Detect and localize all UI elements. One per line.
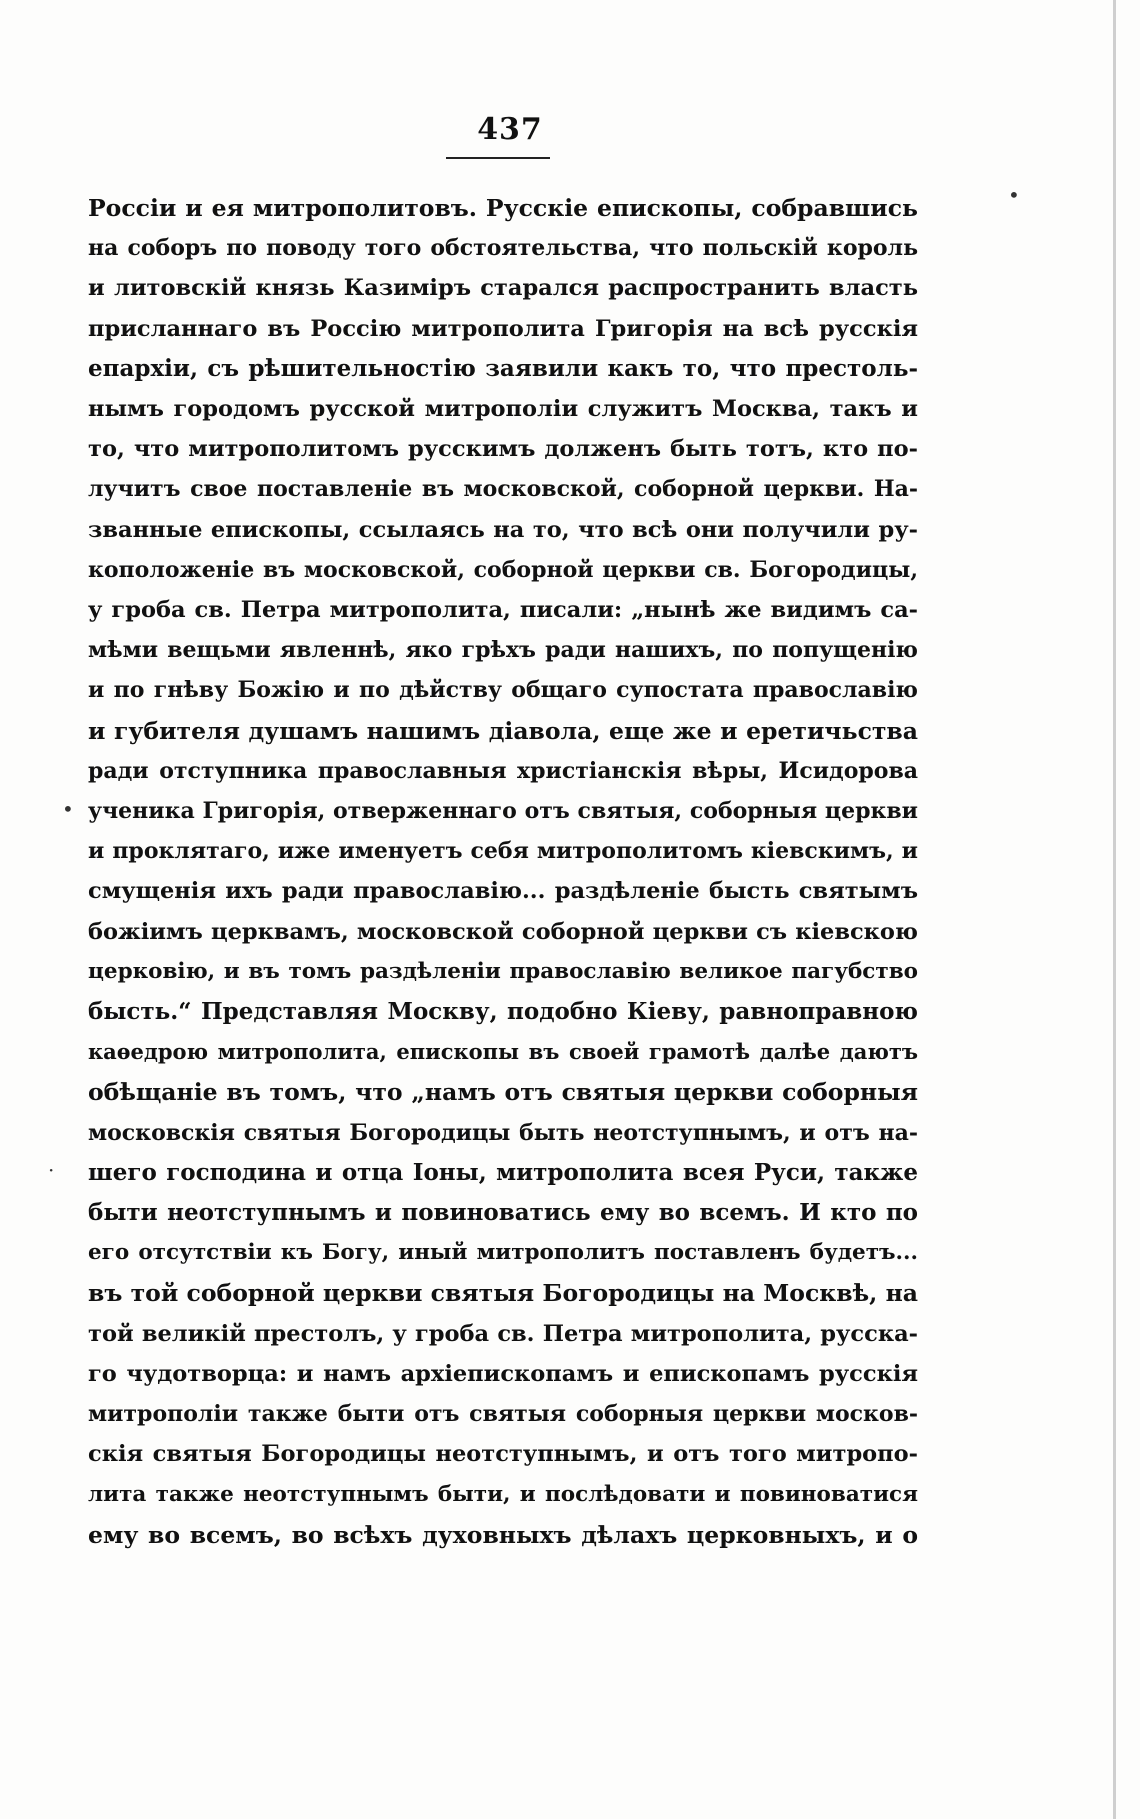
text-line: то, что митрополитомъ русскимъ долженъ быть тотъ, кто по-	[88, 436, 918, 463]
text-line: на соборъ по поводу того обстоятельства, что польскій король	[88, 235, 918, 262]
text-line: и литовскій князь Казиміръ старался распространить власть	[88, 275, 918, 302]
text-line: скія святыя Богородицы неотступнымъ, и отъ того митропо-	[88, 1441, 918, 1468]
text-line: въ той соборной церкви святыя Богородицы на Москвѣ, на	[88, 1279, 918, 1308]
page-edge-shadow	[1113, 0, 1116, 1819]
text-line: мѣми вещьми явленнѣ, яко грѣхъ ради нашихъ, по попущенію	[88, 637, 918, 664]
margin-dot: ·	[48, 1158, 55, 1182]
text-line: и проклятаго, иже именуетъ себя митрополитомъ кіевскимъ, и	[88, 838, 918, 865]
page-body-text	[88, 188, 918, 1555]
text-line: лучитъ свое поставленіе въ московской, соборной церкви. На-	[88, 476, 918, 503]
text-line: и губителя душамъ нашимъ діавола, еще же и еретичьства	[88, 716, 918, 745]
text-line: божіимъ церквамъ, московской соборной церкви съ кіевскою	[88, 918, 918, 945]
page-number-rule	[446, 157, 550, 159]
text-line: церковію, и въ томъ раздѣленіи православію великое пагубство	[88, 958, 918, 984]
text-line: каѳедрою митрополита, епископы въ своей грамотѣ далѣе даютъ	[88, 1039, 918, 1065]
text-line: ученика Григорія, отверженнаго отъ святыя, соборныя церкви	[88, 798, 918, 825]
text-line: митрополіи также быти отъ святыя соборныя церкви москов-	[88, 1401, 918, 1428]
text-line: нымъ городомъ русской митрополіи служитъ Москва, такъ и	[88, 396, 918, 423]
text-line: шего господина и отца Іоны, митрополита всея Руси, также	[88, 1158, 918, 1186]
margin-dot: •	[1008, 183, 1020, 207]
page-number: 437	[477, 112, 543, 147]
text-line: той великій престолъ, у гроба св. Петра митрополита, русска-	[88, 1320, 918, 1347]
text-line: бысть.“ Представляя Москву, подобно Кіеву, равноправною	[88, 998, 918, 1026]
text-line: го чудотворца: и намъ архіепископамъ и епископамъ русскія	[88, 1360, 918, 1387]
text-line: ради отступника православныя христіанскія вѣры, Исидорова	[88, 757, 918, 784]
text-line: коположеніе въ московской, соборной церкви св. Богородицы,	[88, 556, 918, 583]
text-line: у гроба св. Петра митрополита, писали: „нынѣ же видимъ са-	[88, 597, 918, 624]
text-line: присланнаго въ Россію митрополита Григорія на всѣ русскія	[88, 315, 918, 342]
text-line: и по гнѣву Божію и по дѣйству общаго супостата православію	[88, 677, 918, 704]
text-line: званные епископы, ссылаясь на то, что всѣ они получили ру-	[88, 516, 918, 543]
text-line: быти неотступнымъ и повиноватись ему во всемъ. И кто по	[88, 1199, 918, 1227]
text-line: епархіи, съ рѣшительностію заявили какъ то, что престоль-	[88, 354, 918, 382]
text-line: смущенія ихъ ради православію... раздѣленіе бысть святымъ	[88, 878, 918, 905]
text-line: лита также неотступнымъ быти, и послѣдовати и повиноватися	[88, 1481, 918, 1507]
text-line: Россіи и ея митрополитовъ. Русскіе епископы, собравшись	[88, 194, 918, 222]
text-line: ему во всемъ, во всѣхъ духовныхъ дѣлахъ церковныхъ, и о	[88, 1520, 918, 1549]
text-line: обѣщаніе въ томъ, что „намъ отъ святыя церкви соборныя	[88, 1078, 918, 1107]
margin-dot: •	[62, 797, 74, 821]
text-line: московскія святыя Богородицы быть неотступнымъ, и отъ на-	[88, 1119, 918, 1146]
text-line: его отсутствіи къ Богу, иный митрополитъ поставленъ будетъ...	[88, 1240, 918, 1266]
